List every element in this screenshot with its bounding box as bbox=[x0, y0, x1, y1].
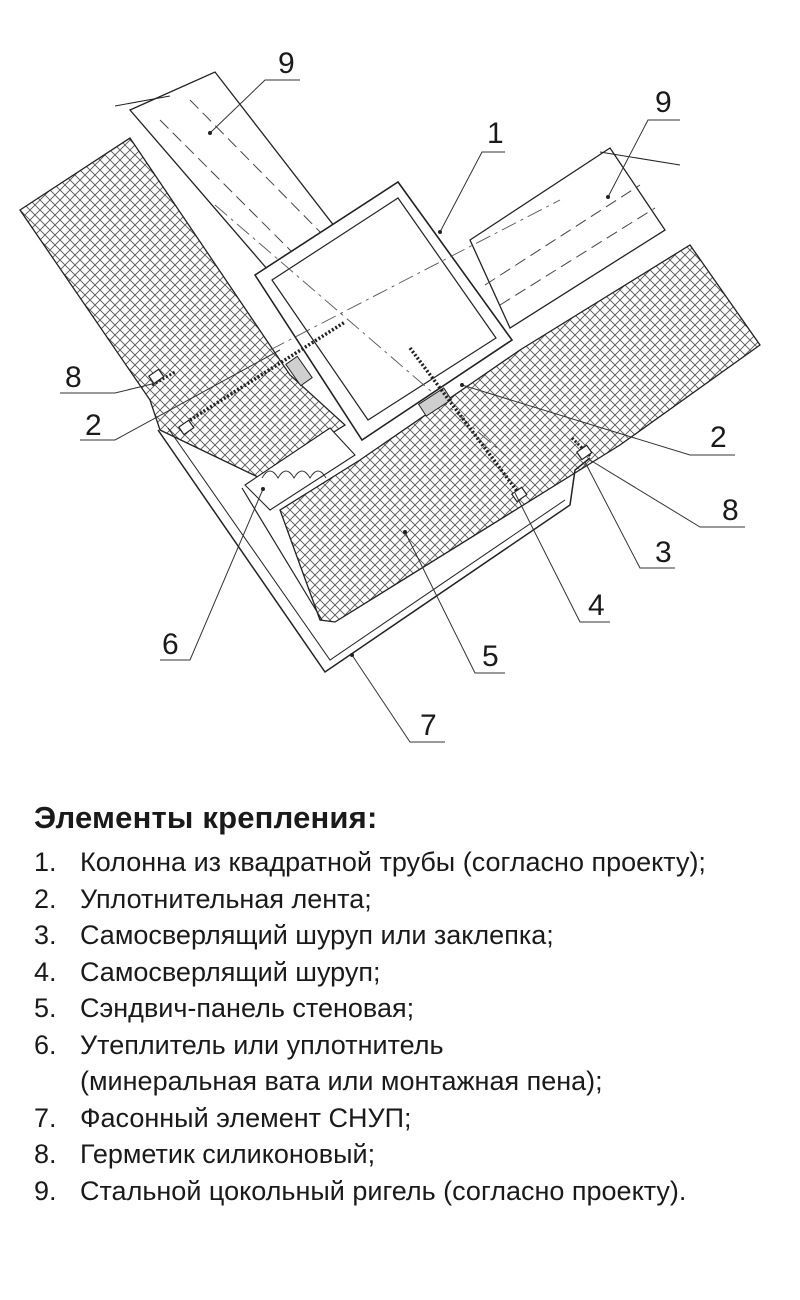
legend-item bbox=[34, 1173, 794, 1210]
legend-item-text: Стальной цокольный ригель (согласно проекту). bbox=[80, 1175, 687, 1206]
callout-9-right: 9 bbox=[655, 86, 672, 119]
legend-item-number: 7. bbox=[34, 1102, 57, 1133]
legend-item-number: 4. bbox=[34, 956, 57, 987]
legend-title: Элементы крепления: bbox=[34, 800, 378, 835]
legend-item-number: 3. bbox=[34, 920, 57, 950]
legend-item-text: Уплотнительная лента; bbox=[80, 883, 372, 914]
legend-item bbox=[34, 1027, 794, 1100]
legend-item-text: Утеплитель или уплотнитель (минеральная вата или монтажная пена); bbox=[80, 1029, 603, 1096]
callout-8-right: 8 bbox=[722, 494, 739, 527]
legend-item bbox=[34, 917, 794, 954]
callout-7: 7 bbox=[420, 709, 437, 742]
callout-3: 3 bbox=[655, 536, 672, 569]
callout-4: 4 bbox=[588, 589, 605, 622]
legend-item bbox=[34, 844, 794, 881]
legend-item-number: 5. bbox=[34, 993, 57, 1023]
legend-item-text: Сэндвич-панель стеновая; bbox=[80, 993, 415, 1023]
legend-item-text: Герметик силиконовый; bbox=[80, 1139, 376, 1169]
legend-item bbox=[34, 954, 794, 991]
legend-item bbox=[34, 1136, 794, 1173]
legend-item bbox=[34, 990, 794, 1027]
legend bbox=[34, 800, 794, 1209]
callout-1: 1 bbox=[487, 117, 504, 150]
callout-9-left: 9 bbox=[278, 47, 295, 80]
legend-item-number: 8. bbox=[34, 1139, 57, 1169]
legend-list bbox=[34, 844, 794, 1209]
legend-item-text: Самосверлящий шуруп; bbox=[80, 956, 381, 987]
legend-item-number: 1. bbox=[34, 847, 57, 877]
legend-item bbox=[34, 881, 794, 918]
legend-item-number: 2. bbox=[34, 883, 57, 914]
legend-item-text: Фасонный элемент СНУП; bbox=[80, 1102, 412, 1133]
callout-6: 6 bbox=[162, 628, 179, 661]
legend-item-text: Колонна из квадратной трубы (согласно проекту); bbox=[80, 847, 706, 877]
legend-item-text: Самосверлящий шуруп или заклепка; bbox=[80, 920, 554, 950]
legend-item-number: 6. bbox=[34, 1029, 57, 1060]
callout-2-right: 2 bbox=[710, 421, 727, 454]
legend-item bbox=[34, 1100, 794, 1137]
callout-2-left: 2 bbox=[85, 409, 102, 442]
callout-5: 5 bbox=[482, 640, 499, 673]
callout-8-left: 8 bbox=[65, 361, 82, 394]
legend-item-number: 9. bbox=[34, 1175, 57, 1206]
